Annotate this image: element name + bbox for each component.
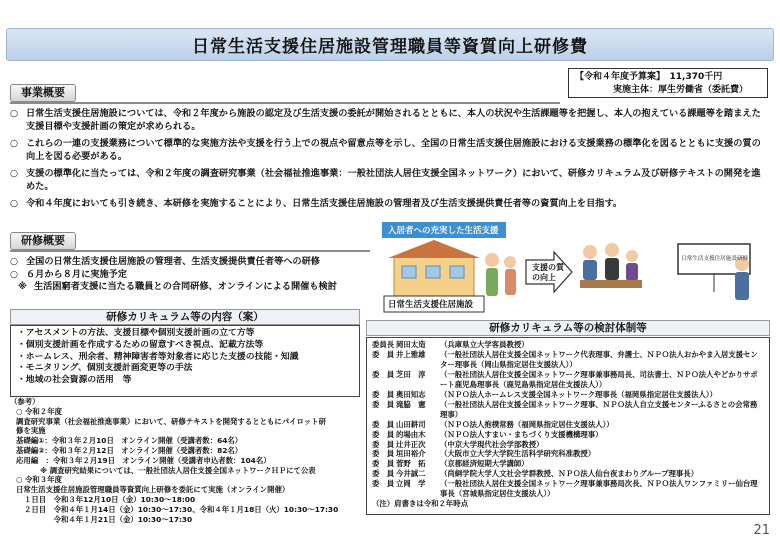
member-role: 委 員 [372,369,395,379]
arrow-label-2: の向上 [532,273,556,282]
curriculum-item: ・地域の社会資源の活用 等 [17,375,132,386]
member-affiliation: （兵庫県立大学客員教授） [440,340,529,349]
committee-member [372,390,764,400]
training-item [10,269,337,282]
committee-member [372,420,764,430]
committee-member [372,430,764,440]
page-title: 日常生活支援住居施設管理職員等資質向上研修費 [6,28,774,61]
trainee-icon [583,245,597,259]
paragraph-text: 日常生活支援住居施設については、令和２年度から施設の認定及び生活支援の委託が開始されるとともに、本人の状況や生活課題等を把握し、本人の抱えている課題等を踏まえた支援目標や支援計画の策定が求められる。 [26,108,761,132]
illustration [376,222,770,318]
training-list [10,256,337,294]
committee-member [372,459,764,469]
paragraph-text: これらの一連の支援業務について標準的な実施方法や支援を行う上での視点や留意点等を示し、全国の日常生活支援住居施設における支援業務の標準化を図るとともに支援の質の向上を図る必要がある。 [26,138,761,162]
budget-box [568,68,768,98]
training-item-text: 生活困窮者支援に当たる職員との合同研修、オンラインによる開催も検討 [34,281,337,292]
committee-heading: 研修カリキュラム等の検討体制等 [366,320,770,336]
committee-member [372,440,764,450]
reference-line: 調査研究事業（社会福祉推進事業）において、研修テキストを開発するとともにパイロット研 [16,416,326,426]
member-name: 的場由木 [396,429,426,439]
arrow-label-1: 支援の質 [532,263,564,272]
committee-member [372,370,764,390]
resident-icon [485,253,499,267]
member-affiliation: （一般社団法人居住支援全国ネットワーク代表理事、弁護士、ＮＰＯ法人おかやま入居支援センター理事長（岡山県指定居住支援法人）） [440,349,758,369]
member-affiliation: （ＮＰＯ法人抱樸常務（福岡県指定居住支援法人）） [440,419,614,429]
member-name: 芝田 淳 [396,369,426,379]
bullet-mark: ○ [10,256,19,267]
committee-member [372,340,764,350]
training-heading: 研修概要 [10,232,76,250]
budget-label: 【令和４年度予算案】 [575,72,661,82]
building-label: 日常生活支援住居施設 [388,300,474,310]
member-role: 委 員 [372,469,395,479]
trainee-icon [605,243,619,257]
reference-line: 令和４年１月21日（金）10:30～17:30 [24,514,193,524]
member-affiliation: （尚絅学院大学人文社会学群教授、ＮＰＯ法人仙台夜まわりグループ理事長） [440,469,699,479]
budget-value: 11,370千円 [669,72,723,82]
member-name: 垣田裕介 [396,449,426,459]
reference-section [10,397,360,524]
resident-icon [504,256,516,268]
training-item-text: 全国の日常生活支援住居施設の管理者、生活支援提供責任者等への研修 [26,256,320,267]
committee-member [372,350,764,370]
paragraph-text: 支援の標準化に当たっては、令和２年度の調査研究事業（社会福祉推進事業：一般社団法人居住支援全国ネットワーク）において、研修カリキュラム及び研修テキストの開発を進めた。 [26,168,761,192]
member-affiliation: （中京大学現代社会学部教授） [440,439,544,449]
training-divider [10,250,370,252]
member-role: 委 員 [372,389,395,399]
member-name: 辻井正次 [396,439,426,449]
trainee-icon [626,250,638,262]
member-affiliation: （一般社団法人居住支援全国ネットワーク理事兼事務局長、司法書士、ＮＰＯ法人やどかりサポート鹿児島理事長（鹿児島県指定居住支援法人）） [440,369,758,389]
member-affiliation: （大阪市立大学大学院生活科学研究科准教授） [440,449,596,459]
overview-paragraph [10,168,762,193]
member-name: 井上雅雄 [396,349,426,359]
reference-line: 修を実施 [16,426,46,436]
desk-icon [580,280,642,288]
member-role: 委 員 [372,419,395,429]
curriculum-item: ・ホームレス、刑余者、精神障害者等対象者に応じた支援の技能・知識 [17,351,299,362]
committee-box [366,337,770,515]
member-name: 菅野 拓 [396,459,426,469]
overview-heading: 事業概要 [10,84,76,102]
member-name: 奥田知志 [396,389,426,399]
banner-text: 入居者への充実した生活支援 [388,226,499,236]
training-item [10,256,337,269]
reference-line: 基礎編①：令和３年２月10日 オンライン開催（受講者数：64名） [16,436,243,446]
member-name: 今井誠二 [396,469,426,479]
reference-line: ○ 令和２年度 [16,406,62,416]
reference-line: １日目 令和３年12月10日（金）10:30～18:00 [24,494,196,504]
curriculum-item: ・アセスメントの方法、支援目標や個別支援計画の立て方等 [17,328,255,338]
reference-line: ○ 令和３年度 [16,475,62,485]
committee-member [372,400,764,420]
member-role: 委 員 [372,439,395,449]
curriculum-item: ・個別支援計画を作成するための留意すべき視点、記載方法等 [17,339,264,350]
training-item-text: ６月から８月に実施予定 [26,268,128,280]
member-role: 委 員 [372,399,395,409]
bullet-mark: ○ [10,198,19,209]
overview-paragraph [10,108,762,133]
committee-note: （注）肩書きは令和２年時点 [372,499,469,509]
member-affiliation: （京都経済短期大学講師） [440,459,529,469]
training-item [10,281,337,294]
member-affiliation: （一般社団法人居住支援全国ネットワーク理事兼事務局次長、ＮＰＯ法人ワンファミリー仙台理事長（宮城県指定居住支援法人）） [440,479,758,499]
committee-member [372,469,764,479]
reference-line: 日常生活支援住居施設管理職員等資質向上研修を委託にて実施（オンライン開催） [16,485,290,495]
member-role: 委 員 [372,349,395,359]
reference-line: ２日目 令和４年１月14日（金）10:30～17:30、令和４年１月18日（火）10:30～17:30 [24,504,339,514]
implementing-body: 実施主体：厚生労働省（委託費） [613,85,749,95]
member-role: 委 員 [372,429,395,439]
paragraph-text: 令和４年度においても引き続き、本研修を実施することにより、日常生活支援住居施設の管理者及び生活支援提供責任者等の資質向上を目指す。 [26,198,623,209]
reference-line: （参考） [10,397,40,406]
member-name: 山田耕司 [396,419,426,429]
reference-line: 応用編 ：令和３年２月19日 オンライン開催（受講者申込者数：104名） [16,455,271,465]
curriculum-heading: 研修カリキュラム等の内容（案） [10,309,360,325]
overview-divider [10,102,560,104]
bullet-mark: ○ [10,108,19,119]
curriculum-item: ・モニタリング、個別支援計画変更等の手法 [17,363,193,374]
overview-paragraph [10,138,762,163]
roof-icon [388,240,480,258]
member-role: 委 員 [372,459,395,469]
member-role: 委 員 [372,449,395,459]
bullet-mark: ※ [18,281,27,292]
member-affiliation: （ＮＰＯ法人ホームレス支援全国ネットワーク理事長（福岡県指定居住支援法人）） [440,389,717,399]
page-number: 21 [753,523,770,538]
bullet-mark: ○ [10,268,19,280]
member-affiliation: （一般社団法人居住支援全国ネットワーク理事、ＮＰＯ法人自立支援センターふるさとの会常務理事） [440,399,758,419]
member-name: 滝脇 憲 [396,399,426,409]
member-name: 岡田太造 [396,340,426,349]
reference-line: ※ 調査研究結果については、一般社団法人居住支援全国ネットワークＨＰにて公表 [40,465,316,475]
member-role: 委 員 [372,479,395,489]
committee-member [372,479,764,499]
member-name: 立岡 学 [396,479,426,489]
member-affiliation: （ＮＰＯ法人すまい・まちづくり支援機構理事） [440,429,603,439]
committee-member [372,449,764,459]
curriculum-box [10,325,360,397]
overview-paragraph [10,198,762,211]
whiteboard-text: 日常生活支援住居施設研修 [681,256,749,262]
bullet-mark: ○ [10,138,19,149]
bullet-mark: ○ [10,168,19,179]
member-role: 委員長 [372,340,395,349]
reference-line: 基礎編②：令和３年２月12日 オンライン開催（受講者数：82名） [16,445,243,455]
